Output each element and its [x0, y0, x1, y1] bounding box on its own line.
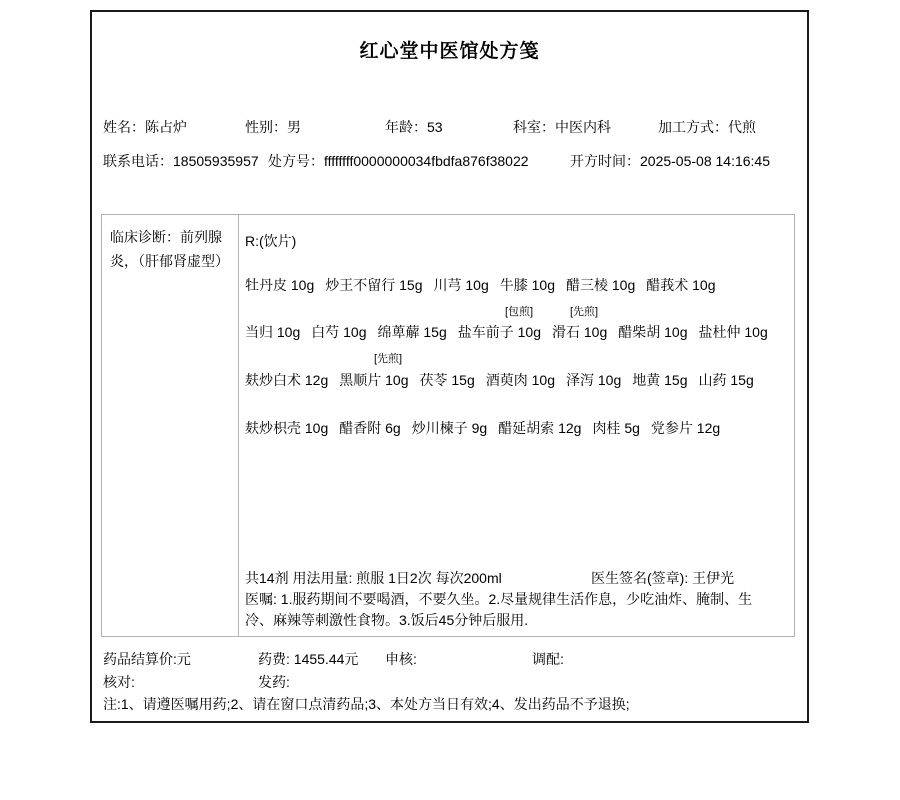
field-process-mode-label: 加工方式： [658, 119, 728, 135]
field-name [103, 117, 187, 137]
annotation-xianjian-1: [先煎] [570, 306, 599, 318]
herb-item: 盐杜仲 10g [698, 324, 768, 340]
herb-item: 白芍 10g [311, 324, 367, 340]
herb-item: 牡丹皮 10g [245, 277, 315, 293]
herb-item: 麸炒白术 12g [245, 372, 329, 388]
herb-item: 地黄 15g [632, 372, 688, 388]
field-phone-label: 联系电话： [103, 153, 173, 169]
doctor-signature [591, 568, 734, 588]
herb-item: 醋香附 6g [339, 420, 401, 436]
field-department-value: 中医内科 [555, 119, 611, 135]
field-rx-number-label: 处方号： [268, 153, 324, 169]
field-rx-time-label: 开方时间： [570, 153, 640, 169]
herb-item: 山药 15g [698, 372, 754, 388]
herb-item: 炒川楝子 9g [411, 420, 488, 436]
page-title: 红心堂中医馆处方笺 [359, 41, 540, 62]
fee-label: 药费: [258, 651, 290, 667]
herb-item: 川芎 10g [433, 277, 489, 293]
annotation-baojian: [包煎] [505, 306, 534, 318]
herb-item: 党参片 12g [650, 420, 721, 436]
herb-item: 醋柴胡 10g [618, 324, 688, 340]
rx-cell [239, 215, 794, 636]
field-name-value: 陈占炉 [145, 119, 187, 135]
herb-item: 盐车前子 10g [457, 324, 541, 340]
field-process-mode [658, 117, 756, 137]
field-age-label: 年龄： [385, 119, 427, 135]
field-department [513, 117, 611, 137]
prescription-sheet [90, 10, 809, 723]
herb-item: 当归 10g [245, 324, 301, 340]
audit-field: 申核: [385, 651, 417, 667]
herb-item: 牛膝 10g [499, 277, 555, 293]
field-rx-number-value: ffffffff0000000034fbdfa876f38022 [324, 153, 529, 169]
herb-item: 肉桂 5g [592, 420, 640, 436]
diagnosis-cell [102, 215, 239, 636]
field-age-value: 53 [427, 119, 443, 135]
annotation-xianjian-2: [先煎] [374, 353, 403, 365]
settle-price-field: 药品结算价:元 [103, 651, 191, 667]
field-gender-label: 性别： [245, 119, 287, 135]
field-department-label: 科室： [513, 119, 555, 135]
doctor-signature-value: 王伊光 [692, 570, 735, 586]
herb-item: 醋三棱 10g [566, 277, 636, 293]
dispense-field: 发药: [258, 674, 290, 690]
field-rx-number [268, 151, 529, 171]
field-age [385, 117, 443, 137]
field-name-label: 姓名： [103, 119, 145, 135]
doctor-signature-label: 医生签名(签章): [591, 570, 689, 586]
herb-item: 绵萆薢 15g [377, 324, 447, 340]
herb-item: 炒王不留行 15g [325, 277, 423, 293]
herb-item: 醋莪术 10g [646, 277, 716, 293]
herb-item: 黑顺片 10g [339, 372, 409, 388]
herb-line-1 [245, 275, 716, 295]
herb-item: 泽泻 10g [566, 372, 622, 388]
herb-line-3 [245, 370, 754, 390]
note-line: 注:1、请遵医嘱用药;2、请在窗口点清药品;3、本处方当日有效;4、发出药品不予退换; [103, 696, 630, 712]
field-rx-time [570, 151, 770, 171]
herb-item: 酒萸肉 10g [485, 372, 555, 388]
herb-item: 麸炒枳壳 10g [245, 420, 329, 436]
rx-header: R:(饮片) [245, 233, 297, 249]
advice-text: 医嘱: 1.服药期间不要喝酒，不要久坐。2.尽量规律生活作息，少吃油炸、腌制、生冷、麻辣等刺激性食物。3.饭后45分钟后服用. [245, 591, 753, 628]
field-phone [103, 151, 259, 171]
herb-item: 茯苓 15g [419, 372, 475, 388]
herb-line-4 [245, 418, 720, 438]
fee-field [258, 649, 358, 669]
check-field: 核对: [103, 674, 135, 690]
field-phone-value: 18505935957 [173, 153, 259, 169]
prepare-field: 调配: [532, 651, 564, 667]
herb-line-2 [245, 322, 768, 342]
herb-item: 醋延胡索 12g [498, 420, 582, 436]
field-gender-value: 男 [287, 119, 301, 135]
field-gender [245, 117, 301, 137]
field-rx-time-value: 2025-05-08 14:16:45 [640, 153, 770, 169]
field-process-mode-value: 代煎 [728, 119, 756, 135]
diagnosis-text: 临床诊断：前列腺炎，（肝郁肾虚型） [110, 229, 229, 269]
usage-line: 共14剂 用法用量: 煎服 1日2次 每次200ml [245, 570, 502, 586]
herb-item: 滑石 10g [552, 324, 608, 340]
fee-value: 1455.44元 [293, 651, 359, 667]
prescription-box [101, 214, 795, 637]
